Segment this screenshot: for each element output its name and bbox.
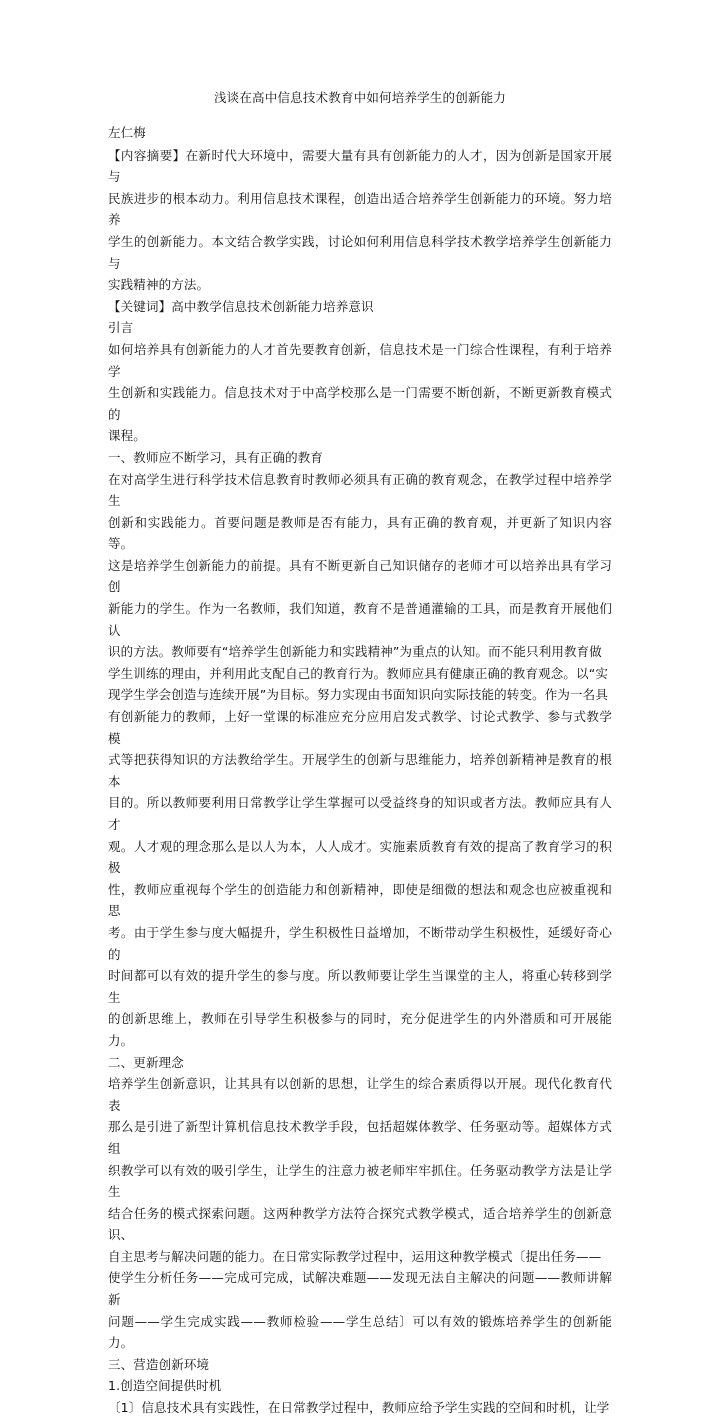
section1-line: 性，教师应重视每个学生的创造能力和创新精神，即使是细微的想法和观念也应被重视和思: [108, 881, 612, 919]
section3-line: 〔1〕信息技术具有实践性，在日常教学过程中，教师应给予学生实践的空间和时机，让学: [108, 1400, 610, 1416]
section1-line: 的创新思维上，教师在引导学生积极参与的同时，充分促进学生的内外潜质和可开展能力。: [108, 1011, 612, 1048]
document-body: [108, 145, 612, 1419]
section3-heading: 三、营造创新环境: [108, 1356, 210, 1372]
document-title: 浅谈在高中信息技术教育中如何培养学生的创新能力: [213, 90, 507, 105]
section1-line: 在对高学生进行科学技术信息教育时教师必须具有正确的教育观念，在教学过程中培养学生: [108, 471, 612, 509]
section2-line: 结合任务的模式探索问题。这两种教学方法符合探究式教学模式，适合培养学生的创新意识、: [108, 1205, 612, 1243]
section1-line: 创新和实践能力。首要问题是教师是否有能力，具有正确的教育观，并更新了知识内容等。: [108, 514, 612, 552]
section2-line: 自主思考与解决问题的能力。在日常实际教学过程中，运用这种教学模式〔提出任务——: [108, 1248, 602, 1264]
section2-line: 那么是引进了新型计算机信息技术教学手段，包括超媒体教学、任务驱动等。超媒体方式组: [108, 1119, 612, 1156]
abstract-line: 【内容摘要】在新时代大环境中，需要大量有具有创新能力的人才，因为创新是国家开展与: [108, 147, 612, 185]
section1-line: 有创新能力的教师，上好一堂课的标准应充分应用启发式教学、讨论式教学、参与式教学模: [108, 709, 612, 746]
abstract-line: 民族进步的根本动力。利用信息技术课程，创造出适合培养学生创新能力的环境。努力培养: [108, 190, 612, 228]
section1-line: 学生训练的理由，并利用此支配自己的教育行为。教师应具有健康正确的教育观念。以“实: [108, 665, 608, 681]
intro-line: 课程。: [108, 428, 146, 444]
section2-line: 问题——学生完成实践——教师检验——学生总结〕可以有效的锻炼培养学生的创新能力。: [108, 1313, 612, 1351]
section2-line: 培养学生创新意识，让其具有以创新的思想，让学生的综合素质得以开展。现代化教育代表: [108, 1076, 612, 1113]
section2-line: 织教学可以有效的吸引学生，让学生的注意力被老师牢牢抓住。任务驱动教学方法是让学生: [108, 1162, 612, 1200]
section1-line: 时间都可以有效的提升学生的参与度。所以教师要让学生当课堂的主人，将重心转移到学生: [108, 968, 612, 1005]
section2-line: 使学生分析任务——完成可完成，试解决难题——发现无法自主解决的问题——教师讲解新: [108, 1270, 612, 1308]
intro-line: 如何培养具有创新能力的人才首先要教育创新，信息技术是一门综合性课程，有利于培养学: [108, 341, 612, 379]
section1-line: 新能力的学生。作为一名教师，我们知道，教育不是普通灌输的工具，而是教育开展他们认: [108, 601, 612, 638]
author-name: 左仁梅: [108, 125, 146, 140]
document-page: [108, 88, 612, 1419]
section1-line: 目的。所以教师要利用日常教学让学生掌握可以受益终身的知识或者方法。教师应具有人才: [108, 795, 612, 832]
keywords-line: 【关键词】高中教学信息技术创新能力培养意识: [108, 298, 374, 314]
section1-line: 这是培养学生创新能力的前提。具有不断更新自己知识储存的老师才可以培养出具有学习创: [108, 557, 612, 595]
section1-line: 现学生学会创造与连续开展”为目标。努力实现由书面知识向实际技能的转变。作为一名具: [108, 687, 608, 703]
abstract-line: 实践精神的方法。: [108, 277, 210, 293]
section3-subheading: 1.创造空间提供时机: [108, 1378, 222, 1394]
section1-heading: 一、教师应不断学习，具有正确的教育: [108, 449, 324, 465]
intro-line: 生创新和实践能力。信息技术对于中高学校那么是一门需要不断创新，不断更新教育模式的: [108, 385, 612, 422]
section1-line: 识的方法。教师要有“培养学生创新能力和实践精神”为重点的认知。而不能只利用教育做: [108, 644, 602, 660]
abstract-line: 学生的创新能力。本文结合教学实践，讨论如何利用信息科学技术教学培养学生创新能力与: [108, 233, 612, 271]
section2-heading: 二、更新理念: [108, 1054, 184, 1070]
section1-line: 考。由于学生参与度大幅提升，学生积极性日益增加，不断带动学生积极性，延缓好奇心的: [108, 924, 612, 962]
section1-line: 式等把获得知识的方法教给学生。开展学生的创新与思维能力，培养创新精神是教育的根本: [108, 752, 612, 789]
intro-heading: 引言: [108, 320, 134, 336]
section1-line: 观。人才观的理念那么是以人为本，人人成才。实施素质教育有效的提高了教育学习的积极: [108, 838, 612, 876]
